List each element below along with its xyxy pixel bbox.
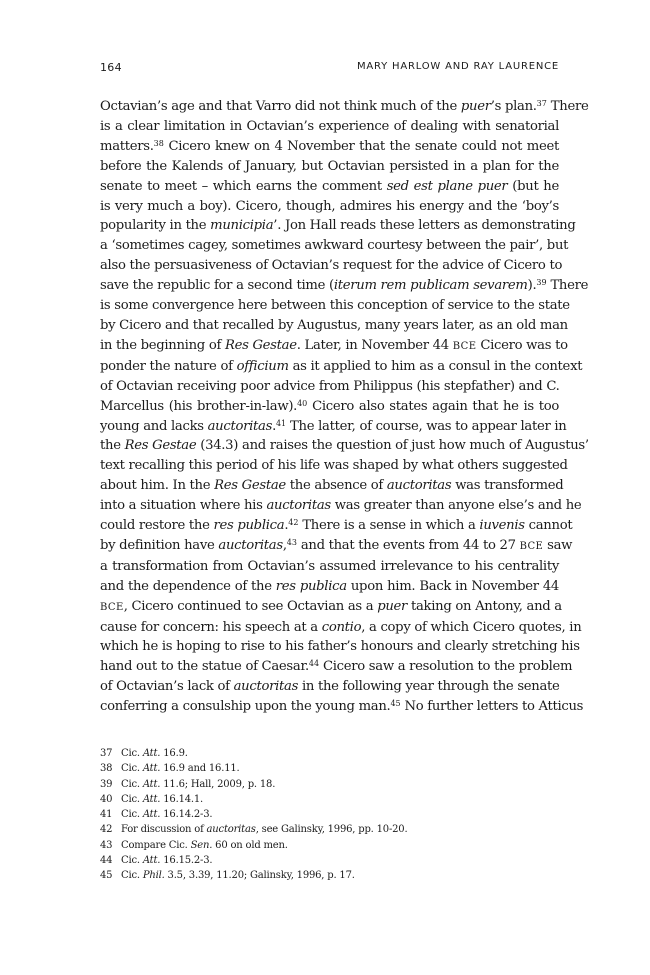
text-run: Cic. (121, 778, 143, 790)
italic-text: municipia (210, 218, 274, 234)
text-line (100, 137, 559, 157)
italic-text: auctoritas (207, 418, 273, 434)
footnote-reference: 43 (286, 537, 297, 547)
text-run: (34.3) and raises the question of just how much of Augustus’ (196, 438, 589, 454)
footnote (100, 746, 559, 761)
footnote-reference: 40 (297, 398, 308, 408)
text-run: save the republic for a second time ( (100, 278, 334, 294)
text-run: The latter, of course, was to appear later in (286, 418, 567, 434)
italic-text: iuvenis (479, 518, 525, 534)
footnote-number: 39 (100, 778, 113, 790)
italic-text: auctoritas (386, 478, 452, 494)
italic-text: auctoritas (233, 679, 299, 695)
text-run: . (272, 418, 276, 434)
text-run: and the dependence of the (100, 578, 276, 594)
text-run: could restore the (100, 518, 214, 534)
text-run: ). (527, 278, 537, 294)
text-run: popularity in the (100, 218, 211, 234)
text-run: , see Galinsky, 1996, pp. 10-20. (255, 824, 408, 836)
text-run: , a copy of which Cicero quotes, in (361, 619, 582, 635)
text-line (100, 377, 559, 397)
footnote (100, 777, 559, 792)
text-line (100, 296, 570, 316)
text-run: text recalling this period of his life was shaped by what others suggested (100, 458, 568, 474)
footnote-reference: 42 (288, 518, 299, 528)
footnote-number: 37 (100, 748, 113, 759)
footnote (100, 853, 559, 868)
text-run: No further letters to Atticus (400, 699, 584, 715)
text-line (100, 516, 573, 536)
italic-text: Att. (142, 778, 161, 790)
footnote-text (121, 761, 240, 776)
footnote-number: 43 (100, 839, 113, 851)
italic-text: res publica (213, 518, 285, 534)
footnote-number: 45 (100, 870, 113, 882)
text-run: cannot (524, 518, 573, 534)
small-caps-text: BCE (452, 340, 477, 352)
text-run: hand out to the statue of Caesar. (100, 659, 309, 675)
footnote-reference: 39 (536, 278, 547, 288)
text-run: in the following year through the senate (298, 679, 560, 695)
text-run: as it applied to him as a consul in the context (288, 358, 583, 374)
text-run: . Later, in November 44 (296, 337, 453, 353)
text-run: before the Kalends of January, but Octavian persisted in a plan for the (100, 158, 559, 174)
text-run: Cicero saw a resolution to the problem (319, 659, 573, 675)
small-caps-text: BCE (519, 540, 544, 552)
text-line (100, 476, 564, 496)
italic-text: iterum rem publicam sevarem (333, 278, 528, 294)
italic-text: puer (460, 99, 491, 114)
text-line (100, 197, 559, 217)
text-run: Cic. (121, 870, 143, 882)
text-run: and that the events from 44 to 27 (296, 537, 520, 553)
footnote-number: 38 (100, 763, 113, 775)
italic-text: Att. (142, 809, 161, 821)
text-run: 16.14.1. (160, 793, 204, 805)
text-run: 11.6; Hall, 2009, p. 18. (160, 778, 276, 790)
text-run: taking on Antony, and a (407, 598, 562, 614)
text-run: Marcellus (his brother-in-law). (100, 398, 298, 414)
page-number: 164 (100, 61, 122, 74)
text-run: Cic. (121, 809, 143, 821)
text-run: the (100, 438, 125, 454)
text-run: about him. In the (100, 478, 215, 494)
italic-text: officium (236, 358, 289, 374)
text-run: 16.15.2-3. (160, 855, 213, 867)
footnote (100, 822, 559, 837)
italic-text: Res Gestae (124, 438, 197, 454)
text-run: by Cicero and that recalled by Augustus, many years later, as an old man (100, 317, 568, 333)
footnote (100, 838, 559, 853)
text-line (100, 597, 562, 618)
text-run: conferring a consulship upon the young man. (100, 699, 391, 715)
text-run: young and lacks (100, 418, 208, 434)
text-run: was greater than anyone else’s and he (330, 498, 582, 514)
italic-text: Res Gestae (214, 478, 286, 494)
text-line (100, 677, 559, 697)
text-line (100, 256, 563, 276)
text-run: a ‘sometimes cagey, sometimes awkward courtesy between the pair’, but (100, 238, 569, 254)
text-line (100, 117, 559, 137)
text-run: Cic. (121, 855, 143, 867)
text-run: matters. (100, 138, 154, 154)
text-run: also the persuasiveness of Octavian’s request for the advice of Cicero to (100, 258, 563, 274)
text-run: For discussion of (121, 824, 207, 836)
text-line (100, 697, 584, 717)
italic-text: Att. (142, 748, 161, 759)
small-caps-text: BCE (100, 601, 124, 613)
footnote-text (121, 822, 407, 837)
italic-text: sed est plane puer (386, 178, 508, 194)
footnote-text (121, 838, 288, 853)
text-run: was transformed (451, 478, 564, 494)
text-run: is a clear limitation in Octavian’s experience of dealing with senatorial (100, 118, 559, 134)
text-line (100, 157, 559, 177)
text-run: 16.14.2-3. (160, 809, 213, 821)
text-run: by definition have (100, 537, 219, 553)
text-run: ’s plan. (490, 99, 537, 114)
italic-text: contio (321, 619, 362, 635)
text-line (100, 577, 559, 597)
text-run: Cicero was to (476, 337, 568, 353)
body-text (100, 97, 589, 717)
text-run: Octavian’s age and that Varro did not think much of the (100, 99, 461, 114)
footnote-text (121, 777, 275, 792)
italic-text: auctoritas (206, 824, 256, 836)
text-run: There (546, 99, 589, 114)
text-line (100, 436, 589, 456)
text-line (100, 397, 559, 417)
footnote (100, 761, 559, 776)
text-run: of Octavian’s lack of (100, 679, 234, 695)
text-line (100, 236, 569, 256)
footnote-number: 42 (100, 824, 113, 836)
text-run: 16.9. (160, 748, 188, 759)
footnote-text (121, 853, 212, 868)
footnote-reference: 44 (308, 659, 320, 669)
text-line (100, 357, 583, 377)
text-run: There (546, 278, 589, 294)
text-line (100, 417, 567, 437)
footnote-number: 41 (100, 809, 113, 821)
text-run: 16.9 and 16.11. (160, 763, 240, 775)
text-run: (but he (507, 178, 559, 194)
italic-text: puer (377, 598, 408, 614)
text-line (100, 276, 589, 296)
text-line (100, 216, 576, 236)
italic-text: auctoritas (218, 537, 283, 553)
footnote (100, 792, 559, 807)
text-run: Cic. (121, 763, 143, 775)
text-line (100, 557, 559, 577)
footnote (100, 807, 559, 822)
text-run: Cic. (121, 748, 143, 759)
text-line (100, 316, 568, 336)
footnote-text (121, 792, 203, 807)
text-line (100, 536, 573, 557)
text-run: ponder the nature of (100, 358, 237, 374)
footnote-number: 44 (100, 855, 113, 867)
footnote (100, 868, 559, 883)
text-line (100, 97, 589, 117)
text-run: which he is hoping to rise to his father’s honours and clearly stretching his (100, 639, 580, 655)
text-run: Compare Cic. (121, 839, 191, 851)
text-run: There is a sense in which a (298, 518, 480, 534)
text-run: saw (543, 537, 573, 553)
running-head: MARY HARLOW AND RAY LAURENCE (356, 61, 559, 72)
text-run: , (282, 537, 287, 553)
footnote-text (121, 807, 212, 822)
text-run: 3.5, 3.39, 11.20; Galinsky, 1996, p. 17. (164, 870, 355, 882)
italic-text: res publica (275, 578, 347, 594)
footnote-reference: 37 (536, 99, 547, 108)
footnote-reference: 45 (390, 699, 401, 709)
text-line (100, 456, 568, 476)
footnote-text (121, 746, 188, 761)
italic-text: Phil. (142, 870, 165, 882)
footnotes (100, 746, 559, 884)
text-run: Cicero also states again that he is too (307, 398, 559, 414)
text-run: Cicero knew on 4 November that the senate could not meet (163, 138, 559, 154)
text-run: Cic. (121, 793, 143, 805)
text-run: is some convergence here between this conception of service to the state (100, 298, 570, 314)
text-run: into a situation where his (100, 498, 267, 514)
text-line (100, 657, 573, 677)
italic-text: auctoritas (266, 498, 331, 514)
text-run: is very much a boy). Cicero, though, admires his energy and the ‘boy’s (100, 198, 559, 214)
text-line (100, 637, 580, 657)
text-run: 60 on old men. (212, 839, 288, 851)
italic-text: Res Gestae (224, 337, 297, 353)
text-line (100, 496, 582, 516)
text-line (100, 618, 582, 638)
footnote-reference: 38 (153, 138, 164, 148)
italic-text: Att. (142, 763, 161, 775)
text-run: upon him. Back in November 44 (346, 578, 559, 594)
italic-text: Att. (142, 793, 161, 805)
text-run: . (284, 518, 289, 534)
text-run: cause for concern: his speech at a (100, 619, 322, 635)
text-line (100, 177, 559, 197)
footnote-text (121, 868, 355, 883)
text-run: in the beginning of (100, 337, 225, 353)
text-run: the absence of (285, 478, 387, 494)
text-run: ’. Jon Hall reads these letters as demonstrating (273, 218, 576, 234)
italic-text: Att. (142, 855, 161, 867)
page-header (100, 61, 559, 77)
text-line (100, 336, 568, 357)
italic-text: Sen. (190, 839, 213, 851)
text-run: , Cicero continued to see Octavian as a (123, 598, 378, 614)
text-run: of Octavian receiving poor advice from Philippus (his stepfather) and C. (100, 378, 560, 394)
footnote-reference: 41 (275, 418, 287, 428)
text-run: senate to meet – which earns the comment (100, 178, 387, 194)
text-run: a transformation from Octavian’s assumed irrelevance to his centrality (100, 558, 559, 574)
footnote-number: 40 (100, 793, 113, 805)
